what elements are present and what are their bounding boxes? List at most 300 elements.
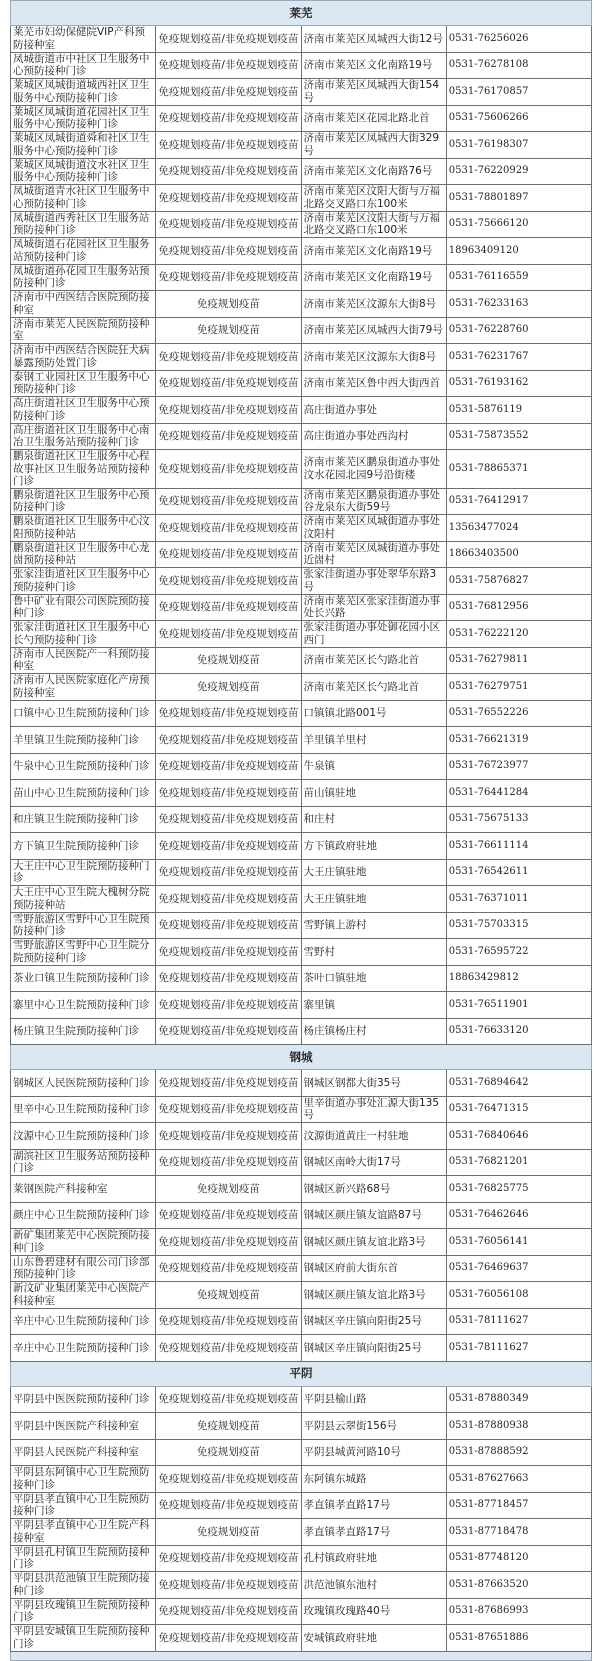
address-cell: 济南市莱芜区长勺路北首 — [301, 647, 446, 674]
table-row — [11, 1413, 592, 1440]
address-cell: 济南市莱芜区花园北路北首 — [301, 105, 446, 132]
vaccine-type-cell: 免疫规划疫苗/非免疫规划疫苗 — [156, 965, 301, 992]
table-row — [11, 992, 592, 1019]
phone-cell: 18863429812 — [446, 965, 591, 992]
site-name-cell: 凤城街道西秀社区卫生服务站预防接种门诊 — [11, 211, 156, 238]
vaccine-type-cell: 免疫规划疫苗 — [156, 1282, 301, 1309]
site-name-cell: 济南市中西医结合医院预防接种室 — [11, 291, 156, 318]
address-cell: 济南市莱芜区汶源东大街8号 — [301, 291, 446, 318]
address-cell: 雪野镇上游村 — [301, 912, 446, 939]
phone-cell: 0531-76611114 — [446, 833, 591, 860]
site-name-cell: 大王庄中心卫生院大槐树分院预防接种站 — [11, 886, 156, 913]
table-row — [11, 211, 592, 238]
vaccine-type-cell: 免疫规划疫苗 — [156, 291, 301, 318]
table-row — [11, 26, 592, 53]
phone-cell: 0531-76228760 — [446, 317, 591, 344]
vaccine-type-cell: 免疫规划疫苗/非免疫规划疫苗 — [156, 541, 301, 568]
site-name-cell: 鹏泉街道社区卫生服务中心龙崮预防接种站 — [11, 541, 156, 568]
site-name-cell: 和庄镇卫生院预防接种门诊 — [11, 806, 156, 833]
site-name-cell: 新汶矿业集团莱芜中心医院产科接种室 — [11, 1282, 156, 1309]
address-cell: 张家洼街道办事处翠华东路3号 — [301, 568, 446, 595]
phone-cell: 0531-87880349 — [446, 1386, 591, 1413]
address-cell: 和庄村 — [301, 806, 446, 833]
phone-cell: 0531-76279811 — [446, 647, 591, 674]
table-row — [11, 780, 592, 807]
site-name-cell: 颜庄中心卫生院预防接种门诊 — [11, 1202, 156, 1229]
vaccine-type-cell: 免疫规划疫苗 — [156, 1439, 301, 1466]
site-name-cell: 方下镇卫生院预防接种门诊 — [11, 833, 156, 860]
vaccine-type-cell: 免疫规划疫苗/非免疫规划疫苗 — [156, 1096, 301, 1123]
address-cell: 安城镇政府驻地 — [301, 1625, 446, 1652]
table-row — [11, 1229, 592, 1256]
address-cell: 张家洼街道办事处御花园小区西门 — [301, 621, 446, 648]
address-cell: 钢城区颜庄镇友谊北路3号 — [301, 1229, 446, 1256]
phone-cell: 0531-76840646 — [446, 1123, 591, 1150]
address-cell: 济南市莱芜区凤城西大街154号 — [301, 79, 446, 106]
table-row — [11, 859, 592, 886]
table-row — [11, 1598, 592, 1625]
vaccination-sites-table-container — [10, 0, 592, 1661]
address-cell: 济南市莱芜区鹏泉街道办事处谷龙泉东大街59号 — [301, 488, 446, 515]
site-name-cell: 杨庄镇卫生院预防接种门诊 — [11, 1018, 156, 1045]
vaccine-type-cell: 免疫规划疫苗/非免疫规划疫苗 — [156, 568, 301, 595]
table-row — [11, 1282, 592, 1309]
phone-cell: 18963409120 — [446, 238, 591, 265]
site-name-cell: 济南市莱芜人民医院预防接种室 — [11, 317, 156, 344]
site-name-cell: 张家洼街道社区卫生服务中心预防接种门诊 — [11, 568, 156, 595]
phone-cell: 0531-76222120 — [446, 621, 591, 648]
phone-cell: 0531-75666120 — [446, 211, 591, 238]
vaccine-type-cell: 免疫规划疫苗/非免疫规划疫苗 — [156, 1018, 301, 1045]
site-name-cell: 平阴县中医医院预防接种门诊 — [11, 1386, 156, 1413]
vaccine-type-cell: 免疫规划疫苗/非免疫规划疫苗 — [156, 1070, 301, 1097]
phone-cell: 0531-76279751 — [446, 674, 591, 701]
table-row — [11, 1149, 592, 1176]
phone-cell: 0531-78111627 — [446, 1335, 591, 1362]
vaccine-type-cell: 免疫规划疫苗/非免疫规划疫苗 — [156, 1386, 301, 1413]
phone-cell: 0531-76256026 — [446, 26, 591, 53]
address-cell: 济南市莱芜区长勺路北首 — [301, 674, 446, 701]
table-row — [11, 52, 592, 79]
address-cell: 里辛街道办事处汇源大街135号 — [301, 1096, 446, 1123]
table-row — [11, 886, 592, 913]
address-cell: 济南市莱芜区凤城西大街79号 — [301, 317, 446, 344]
vaccine-type-cell: 免疫规划疫苗 — [156, 1176, 301, 1203]
phone-cell: 0531-87686993 — [446, 1598, 591, 1625]
address-cell: 济南市莱芜区汶源东大街8号 — [301, 344, 446, 371]
vaccine-type-cell: 免疫规划疫苗/非免疫规划疫苗 — [156, 594, 301, 621]
address-cell: 方下镇政府驻地 — [301, 833, 446, 860]
table-row — [11, 317, 592, 344]
phone-cell: 13563477024 — [446, 515, 591, 542]
site-name-cell: 凤城街道孙花园卫生服务站预防接种门诊 — [11, 264, 156, 291]
site-name-cell: 平阴县玫瑰镇卫生院预防接种门诊 — [11, 1598, 156, 1625]
phone-cell: 0531-76542611 — [446, 859, 591, 886]
site-name-cell: 辛庄中心卫生院预防接种门诊 — [11, 1335, 156, 1362]
phone-cell: 0531-87748120 — [446, 1545, 591, 1572]
vaccine-type-cell: 免疫规划疫苗/非免疫规划疫苗 — [156, 397, 301, 424]
table-row — [11, 264, 592, 291]
section-header-row — [11, 1, 592, 26]
phone-cell: 0531-76812956 — [446, 594, 591, 621]
phone-cell: 0531-76056108 — [446, 1282, 591, 1309]
site-name-cell: 茶业口镇卫生院预防接种门诊 — [11, 965, 156, 992]
site-name-cell: 湖滨社区卫生服务站预防接种门诊 — [11, 1149, 156, 1176]
table-row — [11, 1123, 592, 1150]
site-name-cell: 寨里中心卫生院预防接种门诊 — [11, 992, 156, 1019]
vaccine-type-cell: 免疫规划疫苗/非免疫规划疫苗 — [156, 1229, 301, 1256]
phone-cell: 0531-75876827 — [446, 568, 591, 595]
address-cell: 洪范池镇东池村 — [301, 1572, 446, 1599]
table-row — [11, 1545, 592, 1572]
address-cell: 济南市莱芜区文化南路76号 — [301, 158, 446, 185]
phone-cell: 0531-76825775 — [446, 1176, 591, 1203]
table-row — [11, 344, 592, 371]
site-name-cell: 莱城区凤城街道汶水社区卫生服务中心预防接种门诊 — [11, 158, 156, 185]
phone-cell: 0531-87627663 — [446, 1466, 591, 1493]
table-row — [11, 727, 592, 754]
table-body — [11, 1, 592, 1652]
site-name-cell: 大王庄中心卫生院预防接种门诊 — [11, 859, 156, 886]
vaccine-type-cell: 免疫规划疫苗/非免疫规划疫苗 — [156, 753, 301, 780]
table-row — [11, 158, 592, 185]
site-name-cell: 莱钢医院产科接种室 — [11, 1176, 156, 1203]
vaccine-type-cell: 免疫规划疫苗/非免疫规划疫苗 — [156, 105, 301, 132]
table-row — [11, 965, 592, 992]
table-row — [11, 1308, 592, 1335]
phone-cell: 0531-78865371 — [446, 450, 591, 489]
address-cell: 平阴县榆山路 — [301, 1386, 446, 1413]
site-name-cell: 张家洼街道社区卫生服务中心长勺预防接种门诊 — [11, 621, 156, 648]
vaccine-type-cell: 免疫规划疫苗/非免疫规划疫苗 — [156, 423, 301, 450]
address-cell: 济南市莱芜区文化南路19号 — [301, 52, 446, 79]
address-cell: 平阴县城黄河路10号 — [301, 1439, 446, 1466]
phone-cell: 0531-75703315 — [446, 912, 591, 939]
vaccine-type-cell: 免疫规划疫苗/非免疫规划疫苗 — [156, 515, 301, 542]
site-name-cell: 鹏泉街道社区卫生服务中心程故事社区卫生服务站预防接种门诊 — [11, 450, 156, 489]
site-name-cell: 平阴县东阿镇中心卫生院预防接种门诊 — [11, 1466, 156, 1493]
phone-cell: 0531-76056141 — [446, 1229, 591, 1256]
table-row — [11, 700, 592, 727]
vaccine-type-cell: 免疫规划疫苗 — [156, 317, 301, 344]
address-cell: 高庄街道办事处西沟村 — [301, 423, 446, 450]
table-row — [11, 1018, 592, 1045]
phone-cell: 0531-76894642 — [446, 1070, 591, 1097]
phone-cell: 0531-76116559 — [446, 264, 591, 291]
phone-cell: 0531-5876119 — [446, 397, 591, 424]
site-name-cell: 钢城区人民医院预防接种门诊 — [11, 1070, 156, 1097]
vaccine-type-cell: 免疫规划疫苗/非免疫规划疫苗 — [156, 859, 301, 886]
phone-cell: 0531-76371011 — [446, 886, 591, 913]
address-cell: 济南市莱芜区汶阳大街与万福北路交叉路口东100米 — [301, 211, 446, 238]
site-name-cell: 里辛中心卫生院预防接种门诊 — [11, 1096, 156, 1123]
vaccine-type-cell: 免疫规划疫苗/非免疫规划疫苗 — [156, 700, 301, 727]
phone-cell: 0531-78111627 — [446, 1308, 591, 1335]
vaccine-type-cell: 免疫规划疫苗/非免疫规划疫苗 — [156, 26, 301, 53]
vaccine-type-cell: 免疫规划疫苗/非免疫规划疫苗 — [156, 1466, 301, 1493]
table-row — [11, 541, 592, 568]
table-row — [11, 912, 592, 939]
vaccine-type-cell: 免疫规划疫苗/非免疫规划疫苗 — [156, 211, 301, 238]
site-name-cell: 平阴县孔村镇卫生院预防接种门诊 — [11, 1545, 156, 1572]
vaccine-type-cell: 免疫规划疫苗/非免疫规划疫苗 — [156, 238, 301, 265]
table-row — [11, 647, 592, 674]
site-name-cell: 高庄街道社区卫生服务中心预防接种门诊 — [11, 397, 156, 424]
site-name-cell: 济南市中西医结合医院狂犬病暴露预防处置门诊 — [11, 344, 156, 371]
phone-cell: 0531-87651886 — [446, 1625, 591, 1652]
phone-cell: 0531-76595722 — [446, 939, 591, 966]
table-row — [11, 1176, 592, 1203]
site-name-cell: 羊里镇卫生院预防接种门诊 — [11, 727, 156, 754]
address-cell: 钢城区南岭大街17号 — [301, 1149, 446, 1176]
table-row — [11, 1519, 592, 1546]
vaccine-type-cell: 免疫规划疫苗/非免疫规划疫苗 — [156, 1572, 301, 1599]
site-name-cell: 牛泉中心卫生院预防接种门诊 — [11, 753, 156, 780]
phone-cell: 0531-76462646 — [446, 1202, 591, 1229]
address-cell: 钢城区新兴路68号 — [301, 1176, 446, 1203]
site-name-cell: 凤城街道石花园社区卫生服务站预防接种门诊 — [11, 238, 156, 265]
address-cell: 钢城区颜庄镇友谊路87号 — [301, 1202, 446, 1229]
address-cell: 高庄街道办事处 — [301, 397, 446, 424]
site-name-cell: 莱城区凤城街道花园社区卫生服务中心预防接种门诊 — [11, 105, 156, 132]
address-cell: 茶叶口镇驻地 — [301, 965, 446, 992]
site-name-cell: 辛庄中心卫生院预防接种门诊 — [11, 1308, 156, 1335]
site-name-cell: 泰钢工业园社区卫生服务中心预防接种门诊 — [11, 370, 156, 397]
table-row — [11, 488, 592, 515]
phone-cell: 0531-78801897 — [446, 185, 591, 212]
site-name-cell: 平阴县孝直镇中心卫生院产科接种室 — [11, 1519, 156, 1546]
phone-cell: 0531-75606266 — [446, 105, 591, 132]
table-row — [11, 185, 592, 212]
vaccine-type-cell: 免疫规划疫苗/非免疫规划疫苗 — [156, 158, 301, 185]
table-row — [11, 291, 592, 318]
address-cell: 雪野村 — [301, 939, 446, 966]
vaccine-type-cell: 免疫规划疫苗 — [156, 647, 301, 674]
site-name-cell: 雪野旅游区雪野中心卫生院预防接种门诊 — [11, 912, 156, 939]
site-name-cell: 平阴县人民医院产科接种室 — [11, 1439, 156, 1466]
address-cell: 孝直镇孝直路17号 — [301, 1492, 446, 1519]
phone-cell: 0531-76233163 — [446, 291, 591, 318]
vaccine-type-cell: 免疫规划疫苗/非免疫规划疫苗 — [156, 52, 301, 79]
vaccine-type-cell: 免疫规划疫苗/非免疫规划疫苗 — [156, 264, 301, 291]
table-row — [11, 132, 592, 159]
phone-cell: 0531-87718457 — [446, 1492, 591, 1519]
vaccine-type-cell: 免疫规划疫苗/非免疫规划疫苗 — [156, 1598, 301, 1625]
phone-cell: 0531-76193162 — [446, 370, 591, 397]
vaccine-type-cell: 免疫规划疫苗/非免疫规划疫苗 — [156, 1123, 301, 1150]
table-row — [11, 450, 592, 489]
site-name-cell: 平阴县孝直镇中心卫生院预防接种门诊 — [11, 1492, 156, 1519]
vaccine-type-cell: 免疫规划疫苗/非免疫规划疫苗 — [156, 450, 301, 489]
table-row — [11, 515, 592, 542]
address-cell: 钢城区辛庄镇向阳街25号 — [301, 1335, 446, 1362]
phone-cell: 0531-76821201 — [446, 1149, 591, 1176]
vaccine-type-cell: 免疫规划疫苗/非免疫规划疫苗 — [156, 488, 301, 515]
vaccine-type-cell: 免疫规划疫苗/非免疫规划疫苗 — [156, 806, 301, 833]
table-row — [11, 568, 592, 595]
table-row — [11, 674, 592, 701]
table-row — [11, 1070, 592, 1097]
phone-cell: 0531-75675133 — [446, 806, 591, 833]
phone-cell: 0531-76412917 — [446, 488, 591, 515]
vaccine-type-cell: 免疫规划疫苗/非免疫规划疫苗 — [156, 79, 301, 106]
site-name-cell: 平阴县安城镇卫生院预防接种门诊 — [11, 1625, 156, 1652]
phone-cell: 0531-76231767 — [446, 344, 591, 371]
vaccine-type-cell: 免疫规划疫苗/非免疫规划疫苗 — [156, 1625, 301, 1652]
vaccine-type-cell: 免疫规划疫苗/非免疫规划疫苗 — [156, 1149, 301, 1176]
address-cell: 钢城区辛庄镇向阳街25号 — [301, 1308, 446, 1335]
table-row — [11, 594, 592, 621]
vaccine-type-cell: 免疫规划疫苗/非免疫规划疫苗 — [156, 1545, 301, 1572]
site-name-cell: 鲁中矿业有限公司医院预防接种门诊 — [11, 594, 156, 621]
phone-cell: 0531-76511901 — [446, 992, 591, 1019]
vaccine-type-cell: 免疫规划疫苗/非免疫规划疫苗 — [156, 1335, 301, 1362]
table-row — [11, 79, 592, 106]
site-name-cell: 口镇中心卫生院预防接种门诊 — [11, 700, 156, 727]
site-name-cell: 凤城街道市中社区卫生服务中心预防接种门诊 — [11, 52, 156, 79]
phone-cell: 0531-76723977 — [446, 753, 591, 780]
site-name-cell: 济南市人民医院产一科预防接种室 — [11, 647, 156, 674]
address-cell: 牛泉镇 — [301, 753, 446, 780]
address-cell: 东阿镇东城路 — [301, 1466, 446, 1493]
address-cell: 寨里镇 — [301, 992, 446, 1019]
table-row — [11, 1255, 592, 1282]
vaccine-type-cell: 免疫规划疫苗/非免疫规划疫苗 — [156, 621, 301, 648]
vaccine-type-cell: 免疫规划疫苗/非免疫规划疫苗 — [156, 344, 301, 371]
phone-cell: 0531-87880938 — [446, 1413, 591, 1440]
address-cell: 济南市莱芜区凤城西大街12号 — [301, 26, 446, 53]
phone-cell: 0531-76198307 — [446, 132, 591, 159]
address-cell: 大王庄镇驻地 — [301, 859, 446, 886]
vaccine-type-cell: 免疫规划疫苗 — [156, 674, 301, 701]
site-name-cell: 莱城区凤城街道城西社区卫生服务中心预防接种门诊 — [11, 79, 156, 106]
vaccine-type-cell: 免疫规划疫苗/非免疫规划疫苗 — [156, 185, 301, 212]
address-cell: 济南市莱芜区鲁中西大街西首 — [301, 370, 446, 397]
table-row — [11, 105, 592, 132]
address-cell: 济南市莱芜区文化南路19号 — [301, 238, 446, 265]
site-name-cell: 新矿集团莱芜中心医院预防接种门诊 — [11, 1229, 156, 1256]
table-row — [11, 1386, 592, 1413]
vaccine-type-cell: 免疫规划疫苗/非免疫规划疫苗 — [156, 1202, 301, 1229]
table-row — [11, 753, 592, 780]
phone-cell: 0531-76278108 — [446, 52, 591, 79]
address-cell: 苗山镇驻地 — [301, 780, 446, 807]
table-row — [11, 1466, 592, 1493]
phone-cell: 0531-76552226 — [446, 700, 591, 727]
site-name-cell: 苗山中心卫生院预防接种门诊 — [11, 780, 156, 807]
address-cell: 汶源街道黄庄一村驻地 — [301, 1123, 446, 1150]
site-name-cell: 雪野旅游区雪野中心卫生院分院预防接种门诊 — [11, 939, 156, 966]
vaccine-type-cell: 免疫规划疫苗/非免疫规划疫苗 — [156, 780, 301, 807]
phone-cell: 0531-76471315 — [446, 1096, 591, 1123]
table-row — [11, 1625, 592, 1652]
address-cell: 济南市莱芜区汶阳大街与万福北路交叉路口东100米 — [301, 185, 446, 212]
site-name-cell: 山东鲁碧建材有限公司门诊部预防接种门诊 — [11, 1255, 156, 1282]
vaccine-type-cell: 免疫规划疫苗/非免疫规划疫苗 — [156, 727, 301, 754]
vaccine-type-cell: 免疫规划疫苗 — [156, 1519, 301, 1546]
phone-cell: 18663403500 — [446, 541, 591, 568]
section-title: 平阴 — [11, 1361, 592, 1386]
site-name-cell: 凤城街道青水社区卫生服务中心预防接种门诊 — [11, 185, 156, 212]
table-row — [11, 1439, 592, 1466]
vaccine-type-cell: 免疫规划疫苗/非免疫规划疫苗 — [156, 992, 301, 1019]
vaccine-type-cell: 免疫规划疫苗/非免疫规划疫苗 — [156, 939, 301, 966]
table-row — [11, 621, 592, 648]
vaccine-type-cell: 免疫规划疫苗/非免疫规划疫苗 — [156, 132, 301, 159]
address-cell: 钢城区颜庄镇友谊北路3号 — [301, 1282, 446, 1309]
address-cell: 钢城区府前大街东首 — [301, 1255, 446, 1282]
phone-cell: 0531-87718478 — [446, 1519, 591, 1546]
address-cell: 济南市莱芜区文化南路19号 — [301, 264, 446, 291]
table-row — [11, 1202, 592, 1229]
site-name-cell: 汶源中心卫生院预防接种门诊 — [11, 1123, 156, 1150]
site-name-cell: 莱芜市妇幼保健院VIP产科预防接种室 — [11, 26, 156, 53]
phone-cell: 0531-76220929 — [446, 158, 591, 185]
section-title: 莱芜 — [11, 1, 592, 26]
phone-cell: 0531-76633120 — [446, 1018, 591, 1045]
table-row — [11, 1335, 592, 1362]
address-cell: 济南市莱芜区凤城街道办事处汶阳村 — [301, 515, 446, 542]
table-row — [11, 939, 592, 966]
next-section-header-partial — [10, 1652, 592, 1661]
site-name-cell: 平阴县洪范池镇卫生院预防接种门诊 — [11, 1572, 156, 1599]
table-row — [11, 397, 592, 424]
site-name-cell: 莱城区凤城街道舜和社区卫生服务中心预防接种门诊 — [11, 132, 156, 159]
vaccine-type-cell: 免疫规划疫苗/非免疫规划疫苗 — [156, 1308, 301, 1335]
address-cell: 大王庄镇驻地 — [301, 886, 446, 913]
table-row — [11, 833, 592, 860]
site-name-cell: 平阴县中医医院产科接种室 — [11, 1413, 156, 1440]
site-name-cell: 鹏泉街道社区卫生服务中心预防接种门诊 — [11, 488, 156, 515]
vaccine-type-cell: 免疫规划疫苗 — [156, 1413, 301, 1440]
phone-cell: 0531-76621319 — [446, 727, 591, 754]
phone-cell: 0531-76441284 — [446, 780, 591, 807]
vaccine-type-cell: 免疫规划疫苗/非免疫规划疫苗 — [156, 1255, 301, 1282]
section-header-row — [11, 1045, 592, 1070]
phone-cell: 0531-87663520 — [446, 1572, 591, 1599]
address-cell: 孔村镇政府驻地 — [301, 1545, 446, 1572]
table-row — [11, 423, 592, 450]
vaccine-type-cell: 免疫规划疫苗/非免疫规划疫苗 — [156, 370, 301, 397]
table-row — [11, 806, 592, 833]
table-row — [11, 238, 592, 265]
vaccine-type-cell: 免疫规划疫苗/非免疫规划疫苗 — [156, 833, 301, 860]
phone-cell: 0531-75873552 — [446, 423, 591, 450]
address-cell: 玫瑰镇玫瑰路40号 — [301, 1598, 446, 1625]
vaccine-type-cell: 免疫规划疫苗/非免疫规划疫苗 — [156, 912, 301, 939]
section-title: 钢城 — [11, 1045, 592, 1070]
address-cell: 孝直镇孝直路17号 — [301, 1519, 446, 1546]
address-cell: 钢城区钢都大街35号 — [301, 1070, 446, 1097]
table-row — [11, 370, 592, 397]
table-row — [11, 1572, 592, 1599]
address-cell: 羊里镇羊里村 — [301, 727, 446, 754]
address-cell: 济南市莱芜区凤城街道办事处近崮村 — [301, 541, 446, 568]
phone-cell: 0531-76170857 — [446, 79, 591, 106]
vaccine-type-cell: 免疫规划疫苗/非免疫规划疫苗 — [156, 1492, 301, 1519]
phone-cell: 0531-87888592 — [446, 1439, 591, 1466]
section-header-row — [11, 1361, 592, 1386]
site-name-cell: 高庄街道社区卫生服务中心南冶卫生服务站预防接种门诊 — [11, 423, 156, 450]
table-row — [11, 1096, 592, 1123]
site-name-cell: 鹏泉街道社区卫生服务中心汶阳预防接种站 — [11, 515, 156, 542]
table-row — [11, 1492, 592, 1519]
address-cell: 济南市莱芜区鹏泉街道办事处汶水花园北园9号沿街楼 — [301, 450, 446, 489]
phone-cell: 0531-76469637 — [446, 1255, 591, 1282]
vaccine-type-cell: 免疫规划疫苗/非免疫规划疫苗 — [156, 886, 301, 913]
address-cell: 济南市莱芜区凤城西大街329号 — [301, 132, 446, 159]
address-cell: 口镇镇北路001号 — [301, 700, 446, 727]
